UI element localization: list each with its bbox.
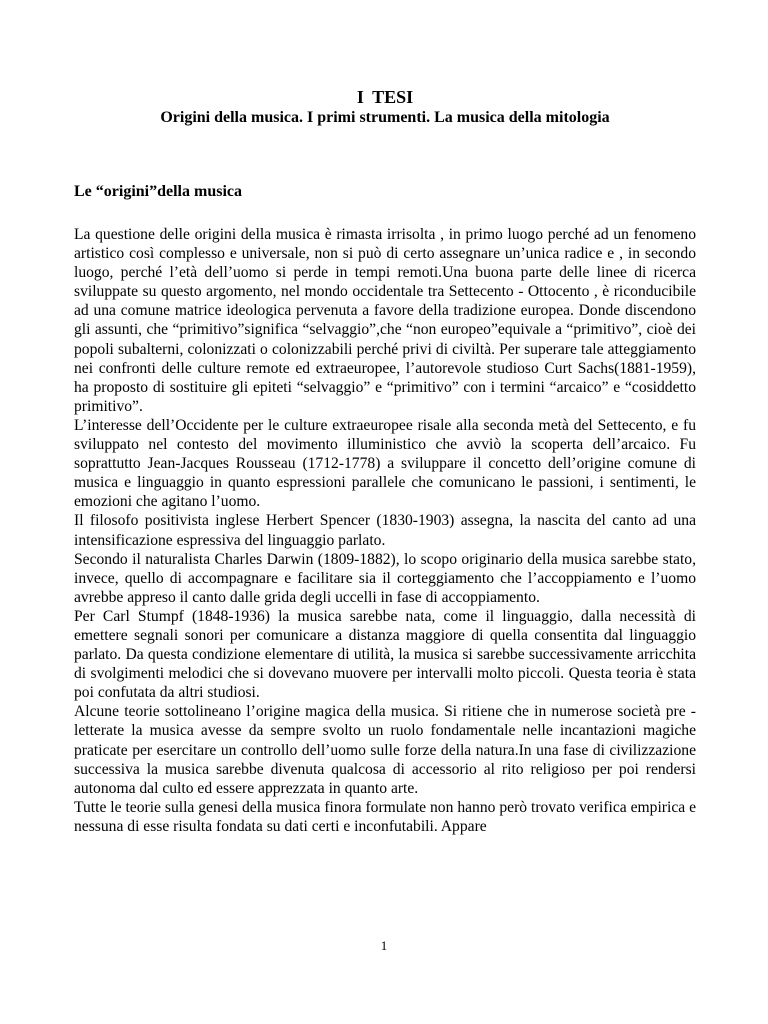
document-page bbox=[74, 86, 696, 836]
paragraph-5: Per Carl Stumpf (1848-1936) la musica sarebbe nata, come il linguaggio, dalla necessità di emettere segnali sonori per comunicare a distanza maggiore di quella consentita dal linguaggio parlato. Da questa condizione elementare di utilità, la musica si sarebbe successivamente arricchita di svolgimenti melodici che si dovevano muovere per intervalli molto piccoli. Questa teoria è stata poi confutata da altri studiosi. bbox=[74, 607, 696, 702]
document-subtitle: Origini della musica. I primi strumenti. La musica della mitologia bbox=[160, 109, 610, 126]
page-number: 1 bbox=[380, 938, 388, 953]
section-heading: Le “origini”della musica bbox=[74, 183, 242, 200]
paragraph-4: Secondo il naturalista Charles Darwin (1809-1882), lo scopo originario della musica sarebbe stato, invece, quello di accompagnare e facilitare sia il corteggiamento che l’accoppiamento e l’uomo avrebbe appreso il canto dalle grida degli uccelli in fase di accoppiamento. bbox=[74, 550, 696, 606]
paragraph-1: La questione delle origini della musica è rimasta irrisolta , in primo luogo perché ad un fenomeno artistico così complesso e universale, non si può di certo assegnare un’unica radice e , in secondo luogo, perché l’età dell’uomo si perde in tempi remoti.Una buona parte delle linee di ricerca sviluppate su questo argomento, nel mondo occidentale tra Settecento - Ottocento , è riconducibile ad una comune matrice ideologica pervenuta a favore della tradizione europea. Donde discendono gli assunti, che “primitivo”significa “selvaggio”,che “non europeo”equivale a “primitivo”, cioè dei popoli subalterni, colonizzati o colonizzabili perché privi di civiltà. Per superare tale atteggiamento nei confronti delle culture remote ed extraeuropee, l’autorevole studioso Curt Sachs(1881-1959), ha proposto di sostituire gli epiteti “selvaggio” e “primitivo” con i termini “arcaico” e “cosiddetto primitivo”. bbox=[74, 226, 696, 415]
paragraph-6: Alcune teorie sottolineano l’origine magica della musica. Si ritiene che in numerose società pre - letterate la musica avesse da sempre svolto un ruolo fondamentale nelle incantazioni magiche praticate per esercitare un controllo dell’uomo sulle forze della natura.In una fase di civilizzazione successiva la musica sarebbe divenuta qualcosa di accessorio al rito religioso per poi rendersi autonoma dal culto ed essere apprezzata in quanto arte. bbox=[74, 703, 696, 797]
body-text bbox=[74, 225, 696, 836]
paragraph-3: Il filosofo positivista inglese Herbert Spencer (1830-1903) assegna, la nascita del canto ad una intensificazione espressiva del linguaggio parlato. bbox=[74, 512, 696, 549]
paragraph-7: Tutte le teorie sulla genesi della musica finora formulate non hanno però trovato verifica empirica e nessuna di esse risulta fondata su dati certi e inconfutabili. Appare bbox=[74, 798, 696, 835]
document-title: I TESI bbox=[356, 87, 414, 107]
paragraph-2: L’interesse dell’Occidente per le culture extraeuropee risale alla seconda metà del Settecento, e fu sviluppato nel contesto del movimento illuministico che avviò la scoperta dell’arcaico. Fu soprattutto Jean-Jacques Rousseau (1712-1778) a sviluppare il concetto dell’origine comune di musica e linguaggio in quanto espressioni parallele che comunicano le passioni, i sentimenti, le emozioni che agitano l’uomo. bbox=[74, 416, 696, 511]
